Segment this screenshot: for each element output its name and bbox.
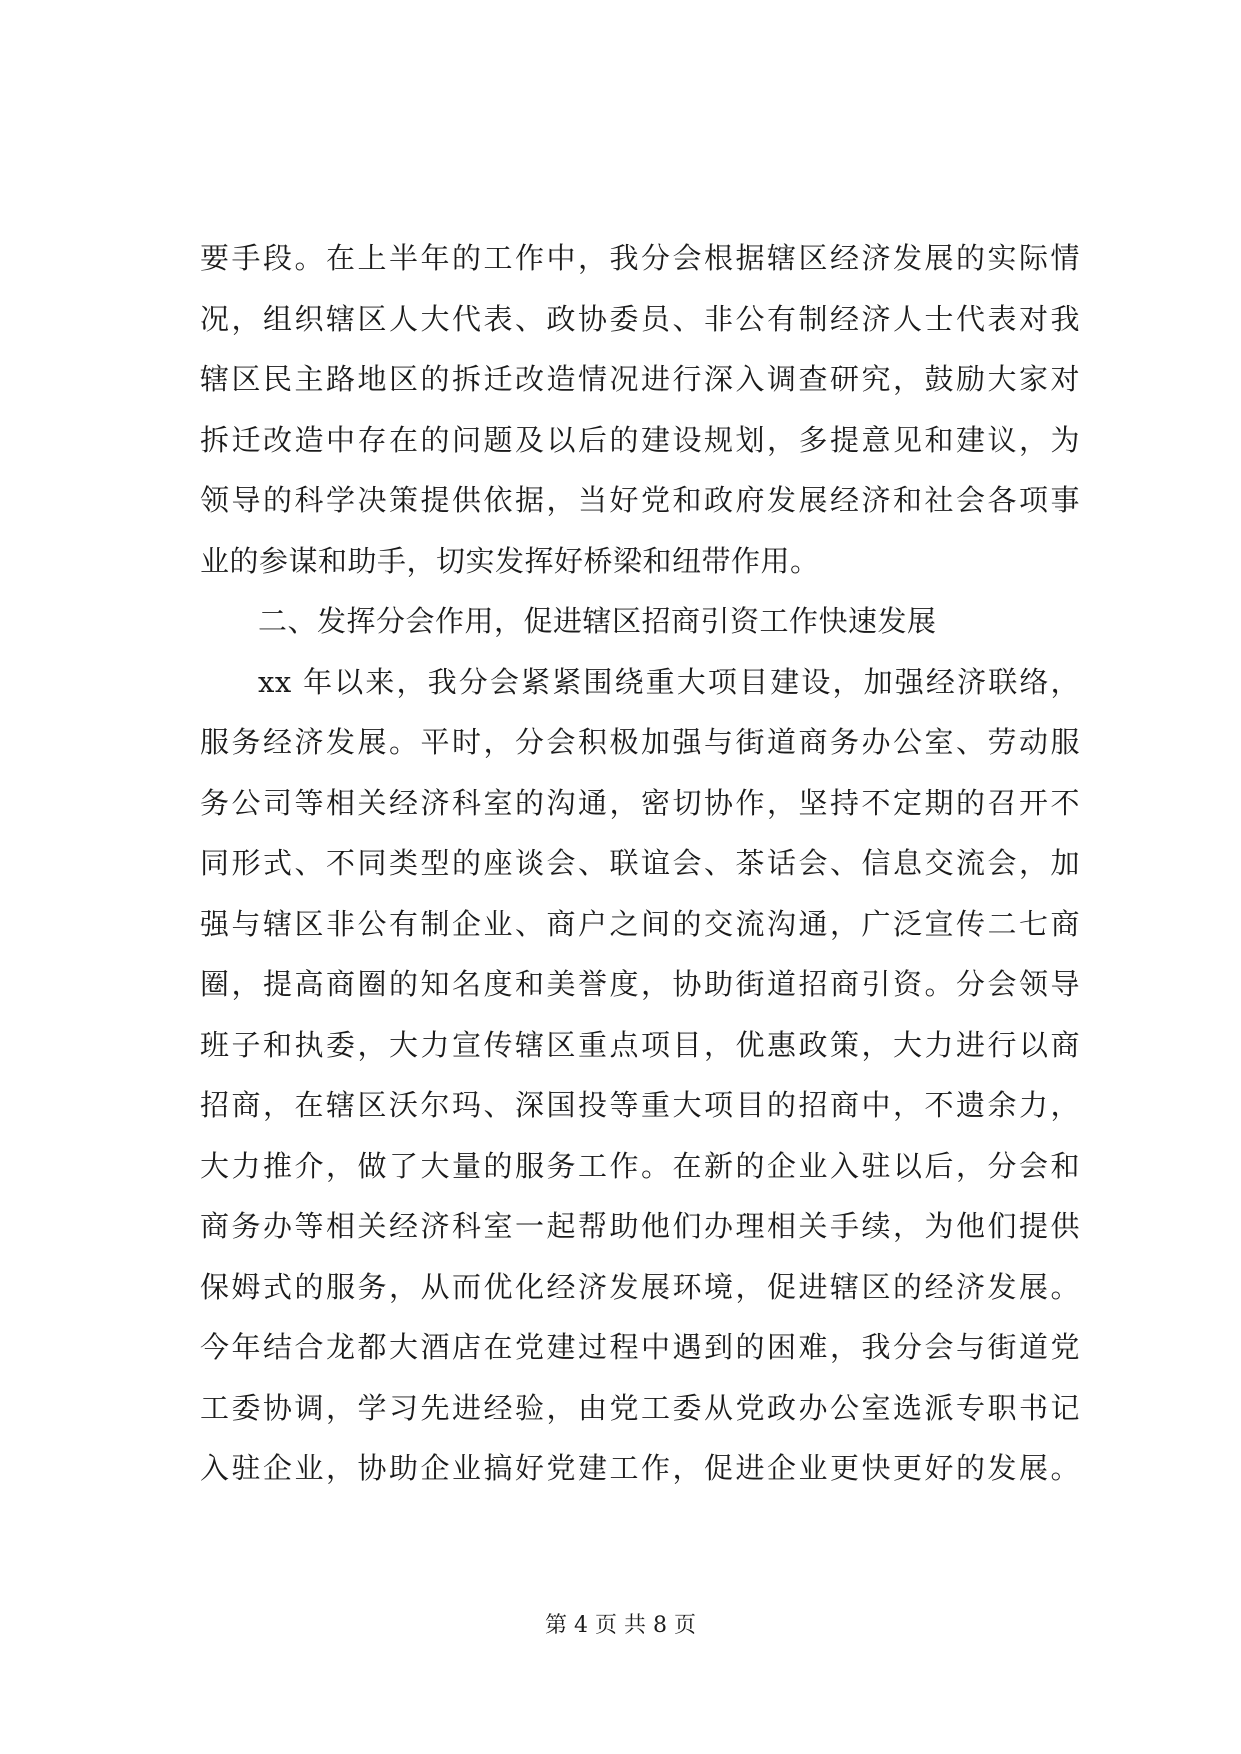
document-body [200, 228, 1080, 1499]
page-number-footer: 第 4 页 共 8 页 [545, 1613, 696, 1638]
text-line: 工委协调，学习先进经验，由党工委从党政办公室选派专职书记 [200, 1390, 1080, 1425]
text-line: 保姆式的服务，从而优化经济发展环境，促进辖区的经济发展。 [200, 1269, 1080, 1304]
text-line: 圈，提高商圈的知名度和美誉度，协助街道招商引资。分会领导 [200, 967, 1080, 1001]
text-line: 业的参谋和助手，切实发挥好桥梁和纽带作用。 [200, 543, 820, 578]
section-heading: 二、发挥分会作用，促进辖区招商引资工作快速发展 [258, 604, 937, 638]
text-line: xx 年以来，我分会紧紧围绕重大项目建设，加强经济联络， [258, 664, 1080, 699]
text-line: 要手段。在上半年的工作中，我分会根据辖区经济发展的实际情 [200, 241, 1080, 275]
text-line: 领导的科学决策提供依据，当好党和政府发展经济和社会各项事 [200, 483, 1080, 517]
text-line: 商务办等相关经济科室一起帮助他们办理相关手续，为他们提供 [200, 1209, 1080, 1243]
text-line: 大力推介，做了大量的服务工作。在新的企业入驻以后，分会和 [200, 1148, 1080, 1183]
text-line: 今年结合龙都大酒店在党建过程中遇到的困难，我分会与街道党 [200, 1330, 1080, 1364]
text-line: 班子和执委，大力宣传辖区重点项目，优惠政策，大力进行以商 [200, 1027, 1080, 1062]
text-line: 同形式、不同类型的座谈会、联谊会、茶话会、信息交流会，加 [200, 846, 1080, 880]
text-line: 辖区民主路地区的拆迁改造情况进行深入调查研究，鼓励大家对 [200, 362, 1080, 396]
text-line: 强与辖区非公有制企业、商户之间的交流沟通，广泛宣传二七商 [200, 906, 1080, 941]
text-line: 入驻企业，协助企业搞好党建工作，促进企业更快更好的发展。 [200, 1451, 1080, 1485]
text-line: 务公司等相关经济科室的沟通，密切协作，坚持不定期的召开不 [200, 785, 1080, 820]
text-line: 拆迁改造中存在的问题及以后的建设规划，多提意见和建议，为 [200, 422, 1080, 457]
text-line: 招商，在辖区沃尔玛、深国投等重大项目的招商中，不遗余力， [200, 1088, 1080, 1122]
text-line: 况，组织辖区人大代表、政协委员、非公有制经济人士代表对我 [200, 301, 1080, 336]
text-line: 服务经济发展。平时，分会积极加强与街道商务办公室、劳动服 [200, 725, 1080, 759]
